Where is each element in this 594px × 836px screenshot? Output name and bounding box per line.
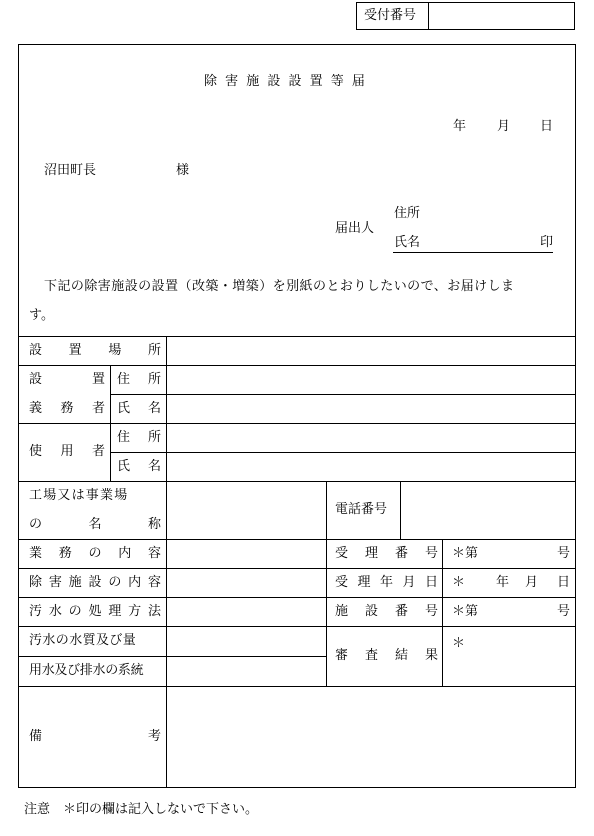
remarks-label — [29, 729, 161, 745]
business-char: 業 — [29, 546, 43, 561]
user-address-char: 所 — [147, 430, 161, 445]
body-text-line2: す。 — [29, 308, 54, 323]
facility-no-label — [335, 604, 438, 620]
business-char: 務 — [58, 546, 72, 561]
user-char: 使 — [29, 444, 43, 459]
facility-content-label — [29, 575, 161, 591]
facility-content-char: 設 — [88, 575, 102, 590]
factory-char: 称 — [147, 517, 161, 532]
install-place-char: 設 — [29, 343, 43, 358]
review-char: 査 — [364, 648, 378, 663]
obligor-name-char: 名 — [147, 401, 161, 416]
user-address-char: 住 — [117, 430, 131, 445]
phone-field[interactable] — [402, 483, 574, 538]
obligor-char: 設 — [29, 372, 43, 387]
row-line — [18, 656, 326, 657]
applicant-name-underline — [393, 252, 553, 253]
receipt-no-char: 理 — [364, 546, 378, 561]
row-line — [18, 568, 576, 569]
facility-content-char: の — [108, 575, 122, 590]
receipt-date-char: 日 — [424, 575, 438, 590]
treatment-char: 理 — [108, 604, 122, 619]
row-line — [18, 626, 576, 627]
quality-field[interactable] — [168, 628, 324, 655]
business-field[interactable] — [168, 541, 324, 567]
treatment-label — [29, 604, 161, 620]
facility-content-char: 害 — [48, 575, 62, 590]
user-label — [29, 444, 105, 460]
row-line — [18, 336, 576, 337]
remarks-char: 考 — [147, 729, 161, 744]
install-place-field[interactable] — [168, 338, 574, 364]
user-address-label — [117, 430, 161, 446]
date-year: 年 — [453, 119, 467, 134]
facility-no-char: 施 — [335, 604, 349, 619]
obligor-label-line1 — [29, 372, 105, 388]
footer-note: 注意 ＊印の欄は記入しないで下さい。 — [24, 802, 259, 817]
install-place-char: 場 — [108, 343, 122, 358]
row-line — [18, 539, 576, 540]
col-line — [166, 336, 167, 788]
receipt-date-char: 月 — [402, 575, 416, 590]
obligor-char: 置 — [91, 372, 105, 387]
receipt-date-char: 理 — [357, 575, 371, 590]
user-name-field[interactable] — [168, 454, 574, 480]
factory-char: 名 — [88, 517, 102, 532]
remarks-field[interactable] — [168, 688, 574, 786]
applicant-label: 届出人 — [335, 221, 375, 236]
date-month: 月 — [497, 119, 511, 134]
facility-no-char: 番 — [394, 604, 408, 619]
business-label — [29, 546, 161, 562]
factory-label-line2 — [29, 517, 161, 533]
row-line — [18, 597, 576, 598]
row-line — [110, 394, 576, 395]
obligor-label-line2 — [29, 401, 105, 417]
phone-label: 電話番号 — [335, 502, 388, 517]
applicant-name-label: 氏名 — [394, 235, 421, 250]
receipt-value-field[interactable] — [436, 8, 566, 24]
receipt-label: 受付番号 — [364, 8, 417, 23]
business-char: 容 — [147, 546, 161, 561]
date-day: 日 — [540, 119, 554, 134]
user-address-field[interactable] — [168, 425, 574, 451]
install-place-char: 置 — [68, 343, 82, 358]
obligor-char: 者 — [91, 401, 105, 416]
obligor-address-char: 所 — [147, 372, 161, 387]
treatment-char: 汚 — [29, 604, 43, 619]
row-line — [110, 452, 576, 453]
addressee-name: 沼田町長 — [44, 163, 97, 178]
factory-char: の — [29, 517, 43, 532]
row-line — [18, 423, 576, 424]
treatment-char: 法 — [147, 604, 161, 619]
col-line — [326, 481, 327, 686]
facility-content-char: 除 — [29, 575, 43, 590]
factory-name-field[interactable] — [168, 483, 324, 538]
facility-no-char: 設 — [364, 604, 378, 619]
receipt-date-year: 年 — [496, 575, 510, 590]
user-name-label — [117, 459, 161, 475]
facility-no-suffix: 号 — [557, 604, 571, 619]
row-line — [18, 481, 576, 482]
receipt-date-day: 日 — [557, 575, 571, 590]
treatment-char: 処 — [88, 604, 102, 619]
receipt-no-char: 番 — [394, 546, 408, 561]
facility-content-char: 容 — [147, 575, 161, 590]
user-char: 者 — [91, 444, 105, 459]
applicant-seal: 印 — [540, 235, 554, 250]
treatment-field[interactable] — [168, 599, 324, 625]
receipt-no-suffix: 号 — [557, 546, 571, 561]
receipt-no-char: 号 — [424, 546, 438, 561]
obligor-address-label — [117, 372, 161, 388]
review-char: 結 — [394, 648, 408, 663]
col-line — [110, 365, 111, 481]
obligor-address-field[interactable] — [168, 367, 574, 393]
treatment-char: 方 — [128, 604, 142, 619]
receipt-date-month: 月 — [525, 575, 539, 590]
remarks-char: 備 — [29, 729, 43, 744]
addressee-honorific: 様 — [176, 163, 190, 178]
treatment-char: の — [68, 604, 82, 619]
row-line — [18, 365, 576, 366]
install-place-char: 所 — [147, 343, 161, 358]
facility-content-field[interactable] — [168, 570, 324, 596]
business-char: の — [88, 546, 102, 561]
obligor-name-field[interactable] — [168, 396, 574, 422]
obligor-char: 義 — [29, 401, 43, 416]
receipt-divider — [428, 2, 429, 30]
review-char: 果 — [424, 648, 438, 663]
user-char: 用 — [60, 444, 74, 459]
facility-no-char: 号 — [424, 604, 438, 619]
quality-label: 汚水の水質及び量 — [29, 633, 137, 648]
obligor-address-char: 住 — [117, 372, 131, 387]
facility-content-char: 施 — [68, 575, 82, 590]
obligor-name-char: 氏 — [117, 401, 131, 416]
body-text-line1: 下記の除害施設の設置（改築・増築）を別紙のとおりしたいので、お届けしま — [44, 279, 515, 294]
review-mark: ＊ — [452, 636, 466, 651]
receipt-no-label — [335, 546, 438, 562]
col-line — [400, 481, 401, 539]
factory-label-line1: 工場又は事業場 — [29, 488, 129, 503]
receipt-date-char: 受 — [335, 575, 349, 590]
install-place-label — [29, 343, 161, 359]
receipt-date-char: 年 — [379, 575, 393, 590]
user-name-char: 名 — [147, 459, 161, 474]
facility-content-char: 内 — [128, 575, 142, 590]
receipt-date-mark: ＊ — [452, 575, 466, 590]
receipt-date-label — [335, 575, 438, 591]
business-char: 内 — [118, 546, 132, 561]
facility-no-prefix: ＊第 — [452, 604, 479, 619]
obligor-name-label — [117, 401, 161, 417]
row-line — [18, 686, 576, 687]
col-line — [442, 539, 443, 686]
receipt-no-char: 受 — [335, 546, 349, 561]
receipt-no-prefix: ＊第 — [452, 546, 479, 561]
obligor-char: 務 — [60, 401, 74, 416]
applicant-address-label: 住所 — [394, 206, 421, 221]
review-char: 審 — [335, 648, 349, 663]
water-system-field[interactable] — [168, 658, 324, 685]
form-title: 除 害 施 設 設 置 等 届 — [204, 74, 367, 89]
treatment-char: 水 — [48, 604, 62, 619]
user-name-char: 氏 — [117, 459, 131, 474]
water-system-label: 用水及び排水の系統 — [29, 663, 144, 678]
review-label — [335, 648, 438, 664]
